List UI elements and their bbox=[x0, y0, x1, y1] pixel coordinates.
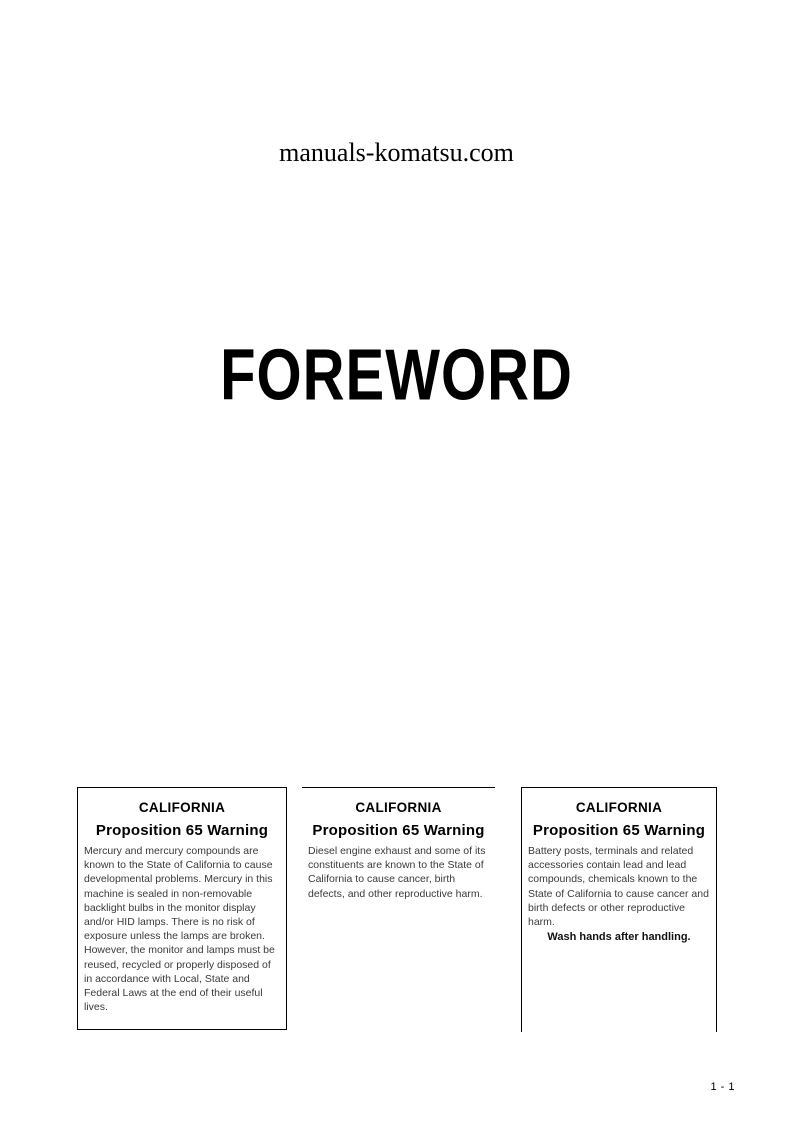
warning-body-text: Battery posts, terminals and related accessories contain lead and lead compounds, chemicals known to the State of California to cause cancer and birth defects or other reproductive harm. bbox=[528, 845, 709, 929]
warning-box-mercury bbox=[77, 787, 287, 1030]
warning-state-label: CALIFORNIA bbox=[138, 800, 226, 815]
warning-box-diesel-exhaust bbox=[302, 787, 495, 1032]
warning-heading: Proposition 65 Warning bbox=[312, 822, 485, 839]
warning-body-text: Mercury and mercury compounds are known to the State of California to cause developmental problems. Mercury in this machine is sealed in non-removable backlight bulbs in the monitor display and/or HID lamps. There is no risk of exposure unless the lamps are broken. However, the monitor and lamps must be reused, recycled or properly disposed of in accordance with Local, State and Federal Laws at the end of their useful lives. bbox=[84, 845, 275, 1014]
warning-box-battery bbox=[521, 787, 717, 1032]
page-title: FOREWORD bbox=[220, 334, 573, 416]
warning-heading: Proposition 65 Warning bbox=[532, 822, 706, 839]
page-number: 1 - 1 bbox=[710, 1081, 735, 1093]
warning-heading: Proposition 65 Warning bbox=[95, 822, 269, 839]
warning-body-text: Diesel engine exhaust and some of its constituents are known to the State of California to cause cancer, birth defects, and other reproductive harm. bbox=[308, 845, 486, 900]
warning-state-label: CALIFORNIA bbox=[575, 800, 663, 815]
warning-state-label: CALIFORNIA bbox=[355, 800, 442, 815]
watermark-text: manuals-komatsu.com bbox=[279, 138, 514, 167]
warning-emphasis-text: Wash hands after handling. bbox=[547, 931, 691, 944]
warning-boxes-group bbox=[77, 787, 717, 1032]
